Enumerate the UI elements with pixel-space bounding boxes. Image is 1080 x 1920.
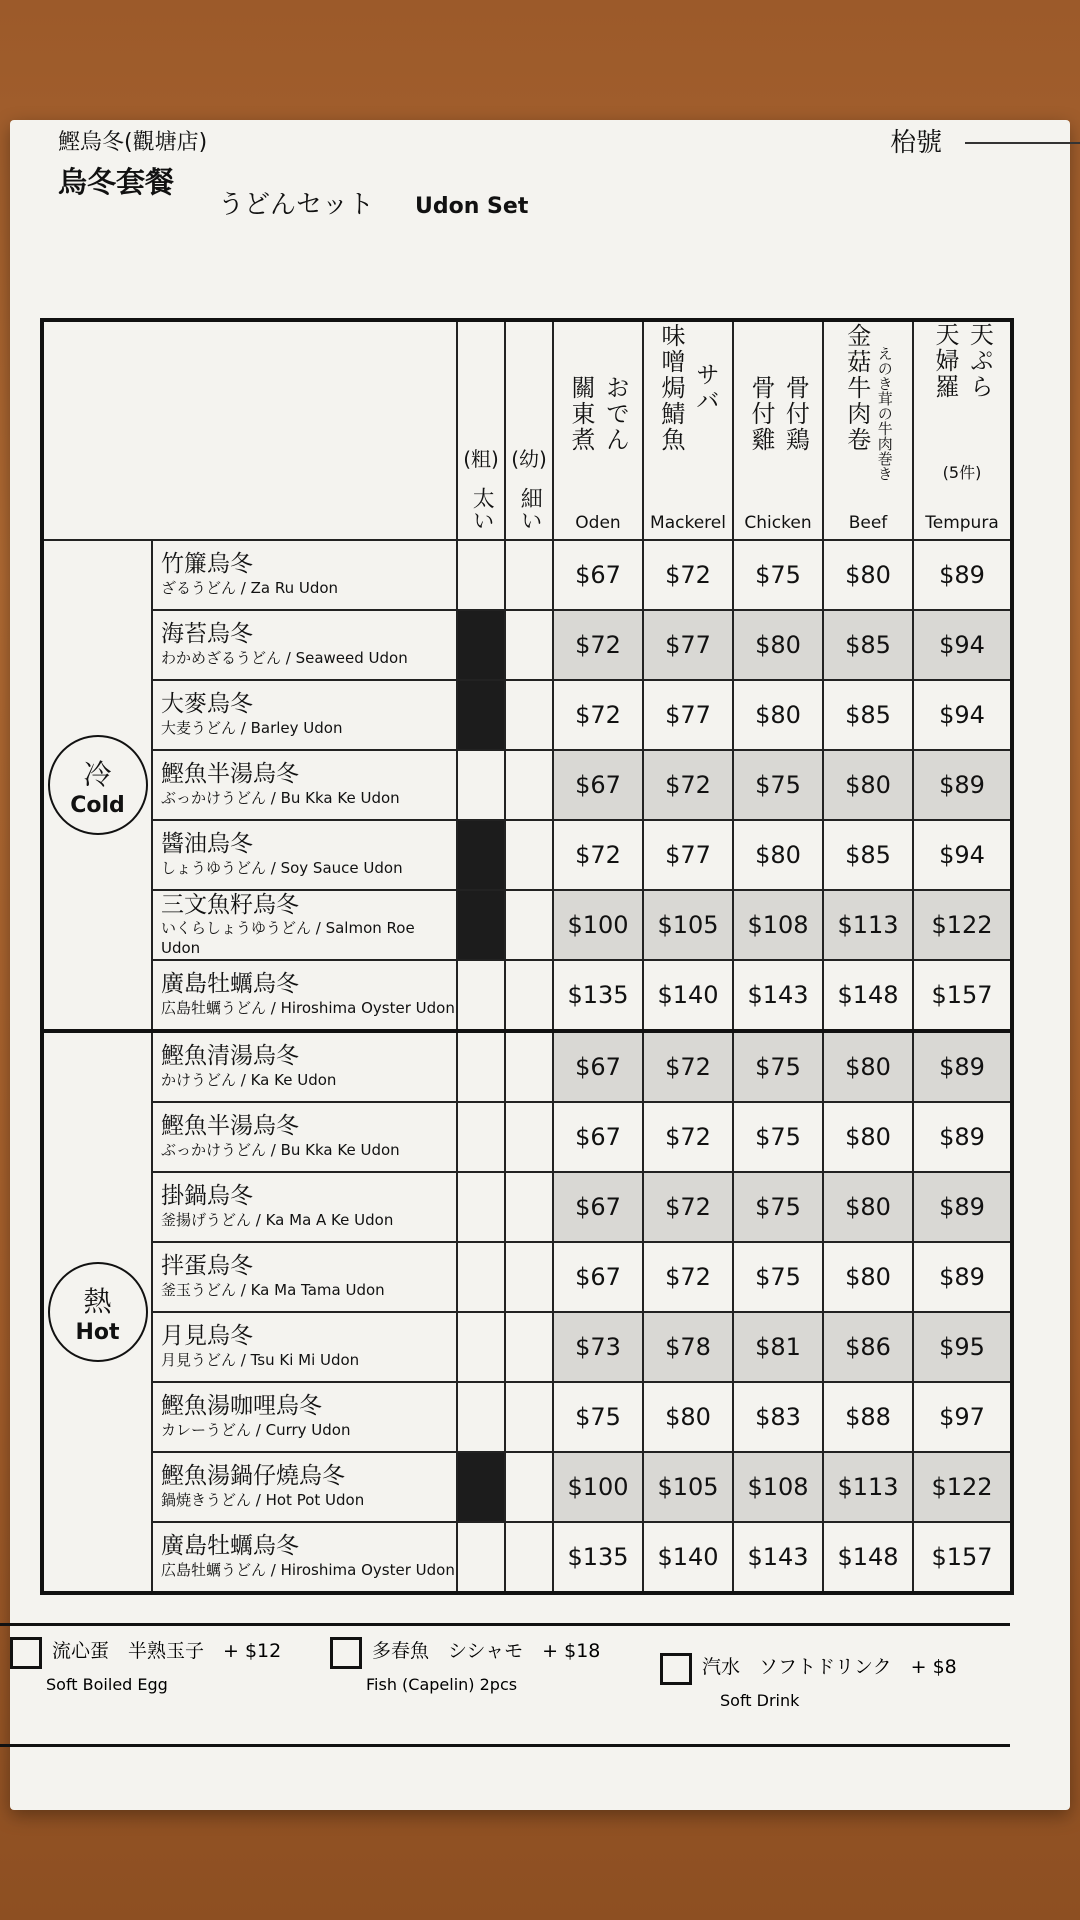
cold-category [42, 540, 152, 1031]
price-cell[interactable]: $75 [733, 750, 823, 820]
price-cell[interactable]: $72 [643, 540, 733, 610]
table-row [42, 890, 1012, 960]
price-cell[interactable]: $75 [733, 1172, 823, 1242]
col-beef-en: Beef [848, 513, 888, 533]
header-row [42, 320, 1012, 540]
item-name-zh: 海苔烏冬 [161, 621, 253, 648]
price-cell[interactable]: $80 [733, 610, 823, 680]
shop-name: 鰹烏冬(觀塘店) [58, 130, 208, 155]
page-title-en: Udon Set [415, 194, 529, 219]
col-chicken [733, 320, 823, 540]
item-name-zh: 拌蛋烏冬 [161, 1253, 253, 1280]
price-cell[interactable]: $140 [643, 1522, 733, 1593]
thin-select[interactable] [505, 960, 553, 1031]
price-cell[interactable]: $75 [733, 1031, 823, 1102]
price-cell[interactable]: $89 [913, 1242, 1012, 1312]
col-mackerel [643, 320, 733, 540]
price-cell[interactable]: $75 [733, 540, 823, 610]
price-cell[interactable]: $78 [643, 1312, 733, 1382]
table-row [42, 1452, 1012, 1522]
price-cell[interactable]: $67 [553, 540, 643, 610]
price-cell[interactable]: $80 [823, 750, 913, 820]
item-name-jp: ざるうどん / Za Ru Udon [161, 579, 339, 598]
table-row [42, 1102, 1012, 1172]
hot-badge [48, 1262, 148, 1362]
price-cell[interactable]: $80 [823, 540, 913, 610]
cold-section [42, 540, 1012, 1031]
col-oden [553, 320, 643, 540]
item-name-zh: 廣島牡蠣烏冬 [161, 1533, 299, 1560]
col-oden-jp: おでん [601, 375, 630, 453]
thin-select[interactable] [505, 750, 553, 820]
price-cell[interactable]: $88 [823, 1382, 913, 1452]
price-cell[interactable]: $72 [643, 750, 733, 820]
price-cell[interactable]: $80 [823, 1102, 913, 1172]
col-chicken-jp: 骨付鶏 [781, 375, 810, 453]
price-cell[interactable]: $94 [913, 610, 1012, 680]
price-cell[interactable]: $122 [913, 1452, 1012, 1522]
col-mackerel-jp: サバ [691, 362, 720, 414]
thick-select[interactable] [457, 750, 505, 820]
col-thick-zh: (粗) [463, 447, 499, 471]
price-cell[interactable]: $80 [823, 1242, 913, 1312]
item-name-jp: しょうゆうどん / Soy Sauce Udon [161, 859, 403, 878]
price-cell[interactable]: $72 [643, 1102, 733, 1172]
hot-badge-zh: 熱 [83, 1284, 112, 1318]
item-name-jp: 鍋焼きうどん / Hot Pot Udon [161, 1491, 365, 1510]
table-row [42, 1031, 1012, 1102]
price-cell[interactable]: $72 [553, 610, 643, 680]
item-name [152, 1452, 457, 1522]
item-name-jp: 釜揚げうどん / Ka Ma A Ke Udon [161, 1211, 394, 1230]
item-name [152, 1312, 457, 1382]
thick-select[interactable] [457, 610, 505, 680]
cold-badge-en: Cold [70, 792, 125, 818]
item-name-jp: ぶっかけうどん / Bu Kka Ke Udon [161, 789, 400, 808]
thin-select[interactable] [505, 1102, 553, 1172]
item-name-jp: 広島牡蠣うどん / Hiroshima Oyster Udon [161, 999, 455, 1018]
price-cell[interactable]: $67 [553, 1172, 643, 1242]
price-cell[interactable]: $148 [823, 1522, 913, 1593]
item-name-jp: いくらしょうゆうどん / Salmon Roe Udon [161, 919, 415, 957]
thin-select[interactable] [505, 680, 553, 750]
price-cell[interactable]: $85 [823, 610, 913, 680]
col-thin-jp: 細い [517, 487, 543, 531]
cold-badge [48, 735, 148, 835]
item-name [152, 1172, 457, 1242]
table-row [42, 820, 1012, 890]
item-name-jp: カレーうどん / Curry Udon [161, 1421, 351, 1440]
price-cell[interactable]: $105 [643, 890, 733, 960]
price-cell[interactable]: $67 [553, 1031, 643, 1102]
col-chicken-en: Chicken [744, 513, 812, 533]
item-name [152, 960, 457, 1031]
item-name [152, 1522, 457, 1593]
price-cell[interactable]: $72 [643, 1242, 733, 1312]
table-row [42, 1172, 1012, 1242]
price-cell[interactable]: $148 [823, 960, 913, 1031]
hot-badge-en: Hot [75, 1319, 120, 1345]
thick-select[interactable] [457, 820, 505, 890]
col-thin-zh: (幼) [511, 447, 547, 471]
price-cell[interactable]: $135 [553, 960, 643, 1031]
addon-drink-label: 汽水 ソフトドリンク + $8 [702, 1656, 957, 1678]
price-cell[interactable]: $135 [553, 1522, 643, 1593]
thin-select[interactable] [505, 1172, 553, 1242]
item-name-jp: わかめざるうどん / Seaweed Udon [161, 649, 408, 668]
addon-fish-checkbox[interactable] [330, 1637, 362, 1669]
price-cell[interactable]: $80 [823, 1031, 913, 1102]
col-oden-zh: 關東煮 [567, 375, 595, 453]
col-chicken-zh: 骨付雞 [747, 375, 775, 453]
thin-select[interactable] [505, 1031, 553, 1102]
col-oden-en: Oden [575, 513, 621, 533]
price-cell[interactable]: $75 [733, 1242, 823, 1312]
item-name [152, 1242, 457, 1312]
price-cell[interactable]: $122 [913, 890, 1012, 960]
price-cell[interactable]: $67 [553, 1242, 643, 1312]
item-name-zh: 廣島牡蠣烏冬 [161, 971, 299, 998]
price-cell[interactable]: $80 [733, 820, 823, 890]
price-cell[interactable]: $83 [733, 1382, 823, 1452]
table-number-field[interactable] [965, 142, 1080, 144]
thick-select[interactable] [457, 540, 505, 610]
price-cell[interactable]: $97 [913, 1382, 1012, 1452]
price-cell[interactable]: $77 [643, 680, 733, 750]
item-name [152, 540, 457, 610]
table-row [42, 1382, 1012, 1452]
col-tempura-zh: 天婦羅 [931, 322, 959, 400]
price-cell[interactable]: $157 [913, 1522, 1012, 1593]
col-tempura-en: Tempura [925, 513, 999, 533]
price-cell[interactable]: $80 [733, 680, 823, 750]
table-row [42, 680, 1012, 750]
item-name-jp: 大麦うどん / Barley Udon [161, 719, 343, 738]
col-thin [505, 320, 553, 540]
addons-bar [0, 1623, 1010, 1747]
item-name [152, 750, 457, 820]
item-name-zh: 鰹魚清湯烏冬 [161, 1043, 299, 1070]
table-row [42, 1312, 1012, 1382]
price-cell[interactable]: $72 [553, 680, 643, 750]
price-cell[interactable]: $143 [733, 1522, 823, 1593]
addon-drink-checkbox[interactable] [660, 1653, 692, 1685]
thick-select[interactable] [457, 1102, 505, 1172]
page-title-jp: うどんセット [218, 190, 375, 220]
col-thick-jp: 太い [469, 487, 495, 531]
item-name [152, 1031, 457, 1102]
price-cell[interactable]: $94 [913, 680, 1012, 750]
item-name-jp: 広島牡蠣うどん / Hiroshima Oyster Udon [161, 1561, 455, 1580]
col-thick [457, 320, 505, 540]
addon-egg[interactable] [10, 1636, 281, 1694]
price-cell[interactable]: $80 [823, 1172, 913, 1242]
item-name-zh: 鰹魚半湯烏冬 [161, 1113, 299, 1140]
thin-select[interactable] [505, 1382, 553, 1452]
price-cell[interactable]: $67 [553, 1102, 643, 1172]
price-cell[interactable]: $67 [553, 750, 643, 820]
price-cell[interactable]: $86 [823, 1312, 913, 1382]
price-cell[interactable]: $73 [553, 1312, 643, 1382]
item-name [152, 1382, 457, 1452]
addon-egg-en: Soft Boiled Egg [46, 1674, 168, 1694]
table-row [42, 610, 1012, 680]
thin-select[interactable] [505, 540, 553, 610]
item-name-jp: かけうどん / Ka Ke Udon [161, 1071, 337, 1090]
item-name [152, 1102, 457, 1172]
price-cell[interactable]: $105 [643, 1452, 733, 1522]
price-cell[interactable]: $94 [913, 820, 1012, 890]
thick-select[interactable] [457, 890, 505, 960]
price-cell[interactable]: $113 [823, 890, 913, 960]
thick-select[interactable] [457, 1172, 505, 1242]
item-name [152, 890, 457, 960]
col-tempura-jp: 天ぷら [965, 322, 994, 400]
hot-section [42, 1031, 1012, 1593]
price-cell[interactable]: $89 [913, 540, 1012, 610]
page-title: 烏冬套餐 [58, 165, 175, 199]
price-cell[interactable]: $108 [733, 890, 823, 960]
thick-select[interactable] [457, 680, 505, 750]
addon-egg-label: 流心蛋 半熟玉子 + $12 [52, 1640, 282, 1662]
cold-badge-zh: 冷 [83, 757, 112, 791]
price-cell[interactable]: $85 [823, 680, 913, 750]
thick-select[interactable] [457, 1312, 505, 1382]
header-blank [42, 320, 457, 540]
addon-fish-label: 多春魚 シシャモ + $18 [372, 1640, 601, 1662]
thin-select[interactable] [505, 1452, 553, 1522]
table-row [42, 540, 1012, 610]
price-cell[interactable]: $81 [733, 1312, 823, 1382]
price-cell[interactable]: $72 [643, 1172, 733, 1242]
price-cell[interactable]: $89 [913, 750, 1012, 820]
hot-category [42, 1031, 152, 1593]
item-name-zh: 醬油烏冬 [161, 831, 253, 858]
price-cell[interactable]: $140 [643, 960, 733, 1031]
price-cell[interactable]: $89 [913, 1102, 1012, 1172]
thin-select[interactable] [505, 890, 553, 960]
item-name [152, 610, 457, 680]
price-cell[interactable]: $72 [553, 820, 643, 890]
price-cell[interactable]: $72 [643, 1031, 733, 1102]
price-cell[interactable]: $100 [553, 1452, 643, 1522]
price-cell[interactable]: $77 [643, 610, 733, 680]
col-mackerel-zh: 味噌焗鯖魚 [657, 323, 685, 453]
table-row [42, 1522, 1012, 1593]
thin-select[interactable] [505, 1312, 553, 1382]
price-cell[interactable]: $113 [823, 1452, 913, 1522]
addon-fish-en: Fish (Capelin) 2pcs [366, 1674, 518, 1694]
table-row [42, 960, 1012, 1031]
thick-select[interactable] [457, 1031, 505, 1102]
thin-select[interactable] [505, 1522, 553, 1593]
item-name [152, 680, 457, 750]
item-name-zh: 鰹魚半湯烏冬 [161, 761, 299, 788]
col-tempura-note: (5件) [942, 463, 982, 482]
price-cell[interactable]: $95 [913, 1312, 1012, 1382]
price-cell[interactable]: $80 [643, 1382, 733, 1452]
addon-drink[interactable] [660, 1652, 957, 1710]
col-tempura [913, 320, 1012, 540]
col-beef-jp: えのき茸の牛肉巻き [875, 345, 894, 481]
table-row [42, 1242, 1012, 1312]
price-cell[interactable]: $157 [913, 960, 1012, 1031]
item-name-zh: 三文魚籽烏冬 [161, 891, 299, 918]
price-cell[interactable]: $75 [553, 1382, 643, 1452]
price-cell[interactable]: $89 [913, 1031, 1012, 1102]
price-cell[interactable]: $75 [733, 1102, 823, 1172]
price-cell[interactable]: $89 [913, 1172, 1012, 1242]
thin-select[interactable] [505, 1242, 553, 1312]
table-number-label: 枱號 [890, 128, 943, 158]
thick-select[interactable] [457, 1382, 505, 1452]
col-mackerel-en: Mackerel [650, 513, 726, 533]
price-cell[interactable]: $100 [553, 890, 643, 960]
price-cell[interactable]: $108 [733, 1452, 823, 1522]
item-name-jp: 月見うどん / Tsu Ki Mi Udon [161, 1351, 360, 1370]
price-cell[interactable]: $77 [643, 820, 733, 890]
addon-fish[interactable] [330, 1636, 600, 1694]
thick-select[interactable] [457, 1452, 505, 1522]
item-name-jp: ぶっかけうどん / Bu Kka Ke Udon [161, 1141, 400, 1160]
item-name-zh: 竹簾烏冬 [161, 551, 253, 578]
item-name-zh: 大麥烏冬 [161, 691, 253, 718]
item-name-zh: 掛鍋烏冬 [161, 1183, 253, 1210]
item-name-jp: 釜玉うどん / Ka Ma Tama Udon [161, 1281, 385, 1300]
thin-select[interactable] [505, 820, 553, 890]
col-beef [823, 320, 913, 540]
udon-set-table [40, 318, 1014, 1595]
thick-select[interactable] [457, 1242, 505, 1312]
item-name-zh: 鰹魚湯咖哩烏冬 [161, 1393, 322, 1420]
thick-select[interactable] [457, 960, 505, 1031]
thin-select[interactable] [505, 610, 553, 680]
addon-egg-checkbox[interactable] [10, 1637, 42, 1669]
thick-select[interactable] [457, 1522, 505, 1593]
item-name [152, 820, 457, 890]
item-name-zh: 月見烏冬 [161, 1323, 253, 1350]
price-cell[interactable]: $143 [733, 960, 823, 1031]
addon-drink-en: Soft Drink [720, 1690, 800, 1710]
item-name-zh: 鰹魚湯鍋仔燒烏冬 [161, 1463, 345, 1490]
col-beef-zh: 金菇牛肉卷 [842, 323, 871, 453]
table-row [42, 750, 1012, 820]
price-cell[interactable]: $85 [823, 820, 913, 890]
